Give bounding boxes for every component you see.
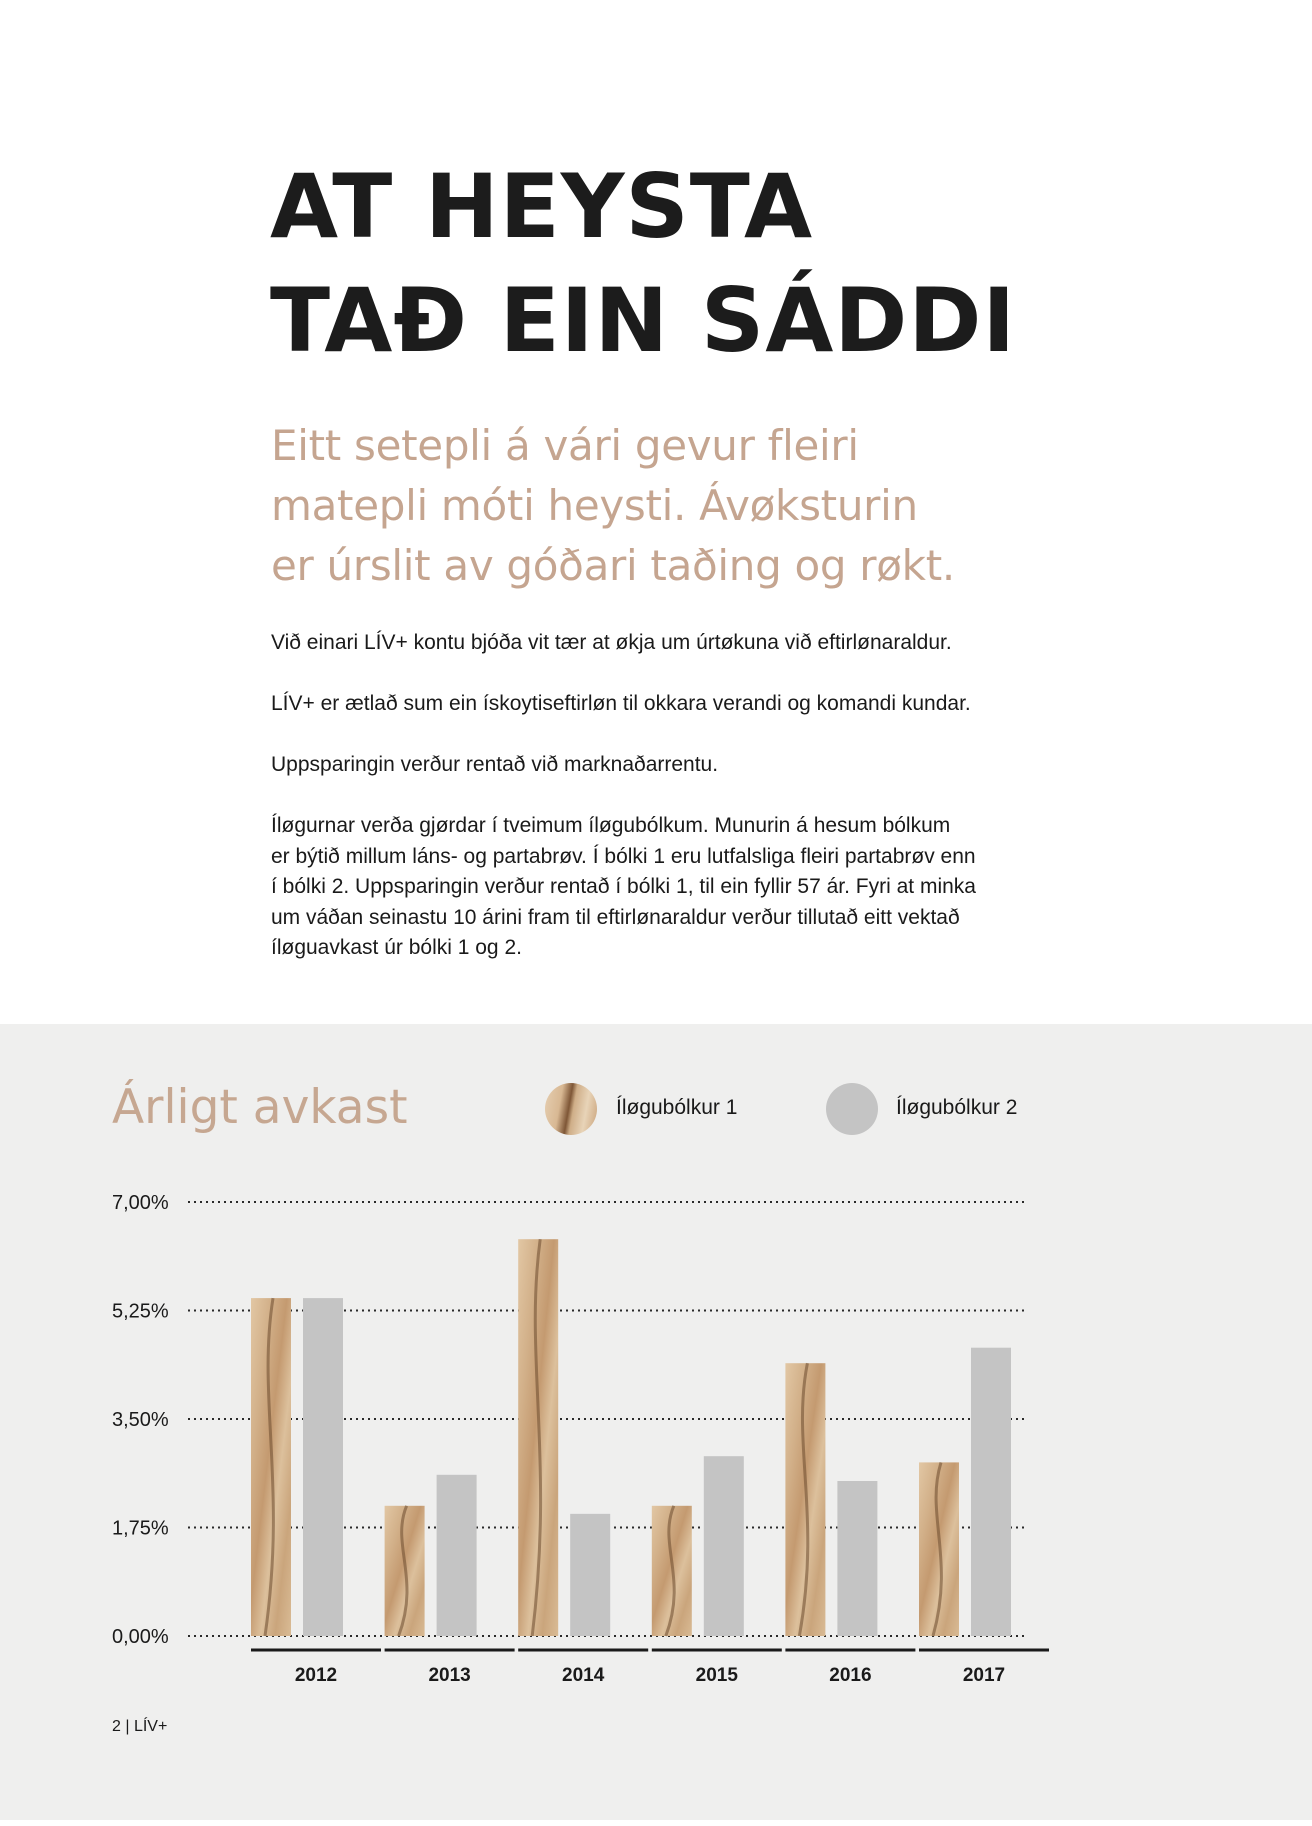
bar-2016-group-2 xyxy=(837,1481,877,1636)
body-paragraph-4-line-2: er býtið millum láns- og partabrøv. Í bólki 1 eru lutfalsliga fleiri partabrøv enn xyxy=(271,844,976,868)
x-tick-label-2013: 2013 xyxy=(428,1665,471,1686)
y-tick-label-4: 7,00% xyxy=(112,1192,169,1214)
bar-2017-group-2 xyxy=(971,1348,1011,1636)
x-tick-label-2017: 2017 xyxy=(962,1665,1006,1686)
lead-line-1: Eitt setepli á vári gevur fleiri xyxy=(271,421,859,470)
lead-line-3: er úrslit av góðari taðing og røkt. xyxy=(271,541,955,590)
y-tick-label-3: 5,25% xyxy=(112,1300,169,1323)
bar-2013-group-2 xyxy=(437,1475,477,1636)
x-tick-label-2014: 2014 xyxy=(562,1665,605,1686)
body-paragraph-4-line-3: í bólki 2. Uppsparingin verður rentað í bólki 1, til ein fyllir 57 ár. Fyri at minka xyxy=(271,875,976,898)
y-tick-label-2: 3,50% xyxy=(112,1409,169,1431)
chart-title: Árligt avkast xyxy=(112,1080,408,1135)
headline-line-2: TAÐ EIN SÁDDI xyxy=(270,269,1017,372)
x-tick-label-2016: 2016 xyxy=(829,1665,872,1686)
page-footer: 2 | LÍV+ xyxy=(112,1718,168,1735)
headline-line-1: AT HEYSTA xyxy=(270,155,814,258)
legend-label-group-1: Íløgubólkur 1 xyxy=(616,1096,738,1119)
body-paragraph-1: Við einari LÍV+ kontu bjóða vit tær at økja um úrtøkuna við eftirlønaraldur. xyxy=(271,631,952,654)
body-paragraph-4-line-4: um váðan seinastu 10 árini fram til eftirlønaraldur verður tillutað eitt vektað xyxy=(271,905,960,929)
bar-2015-group-2 xyxy=(704,1456,744,1636)
lead-line-2: matepli móti heysti. Ávøksturin xyxy=(271,481,918,530)
x-tick-label-2015: 2015 xyxy=(695,1665,738,1686)
bar-2012-group-2 xyxy=(303,1298,343,1636)
body-paragraph-4-line-1: Íløgurnar verða gjørdar í tveimum íløgubólkum. Munurin á hesum bólkum xyxy=(271,814,951,837)
y-tick-label-0: 0,00% xyxy=(112,1626,169,1648)
body-paragraph-4-line-5: íløguavkast úr bólki 1 og 2. xyxy=(271,936,522,959)
x-tick-label-2012: 2012 xyxy=(294,1665,338,1686)
body-paragraph-3: Uppsparingin verður rentað við marknaðarrentu. xyxy=(271,753,719,776)
y-tick-label-1: 1,75% xyxy=(112,1517,169,1540)
legend-label-group-2: Íløgubólkur 2 xyxy=(896,1096,1018,1119)
body-paragraph-2: LÍV+ er ætlað sum ein ískoytiseftirløn til okkara verandi og komandi kundar. xyxy=(271,692,971,715)
bar-2014-group-2 xyxy=(570,1514,610,1636)
